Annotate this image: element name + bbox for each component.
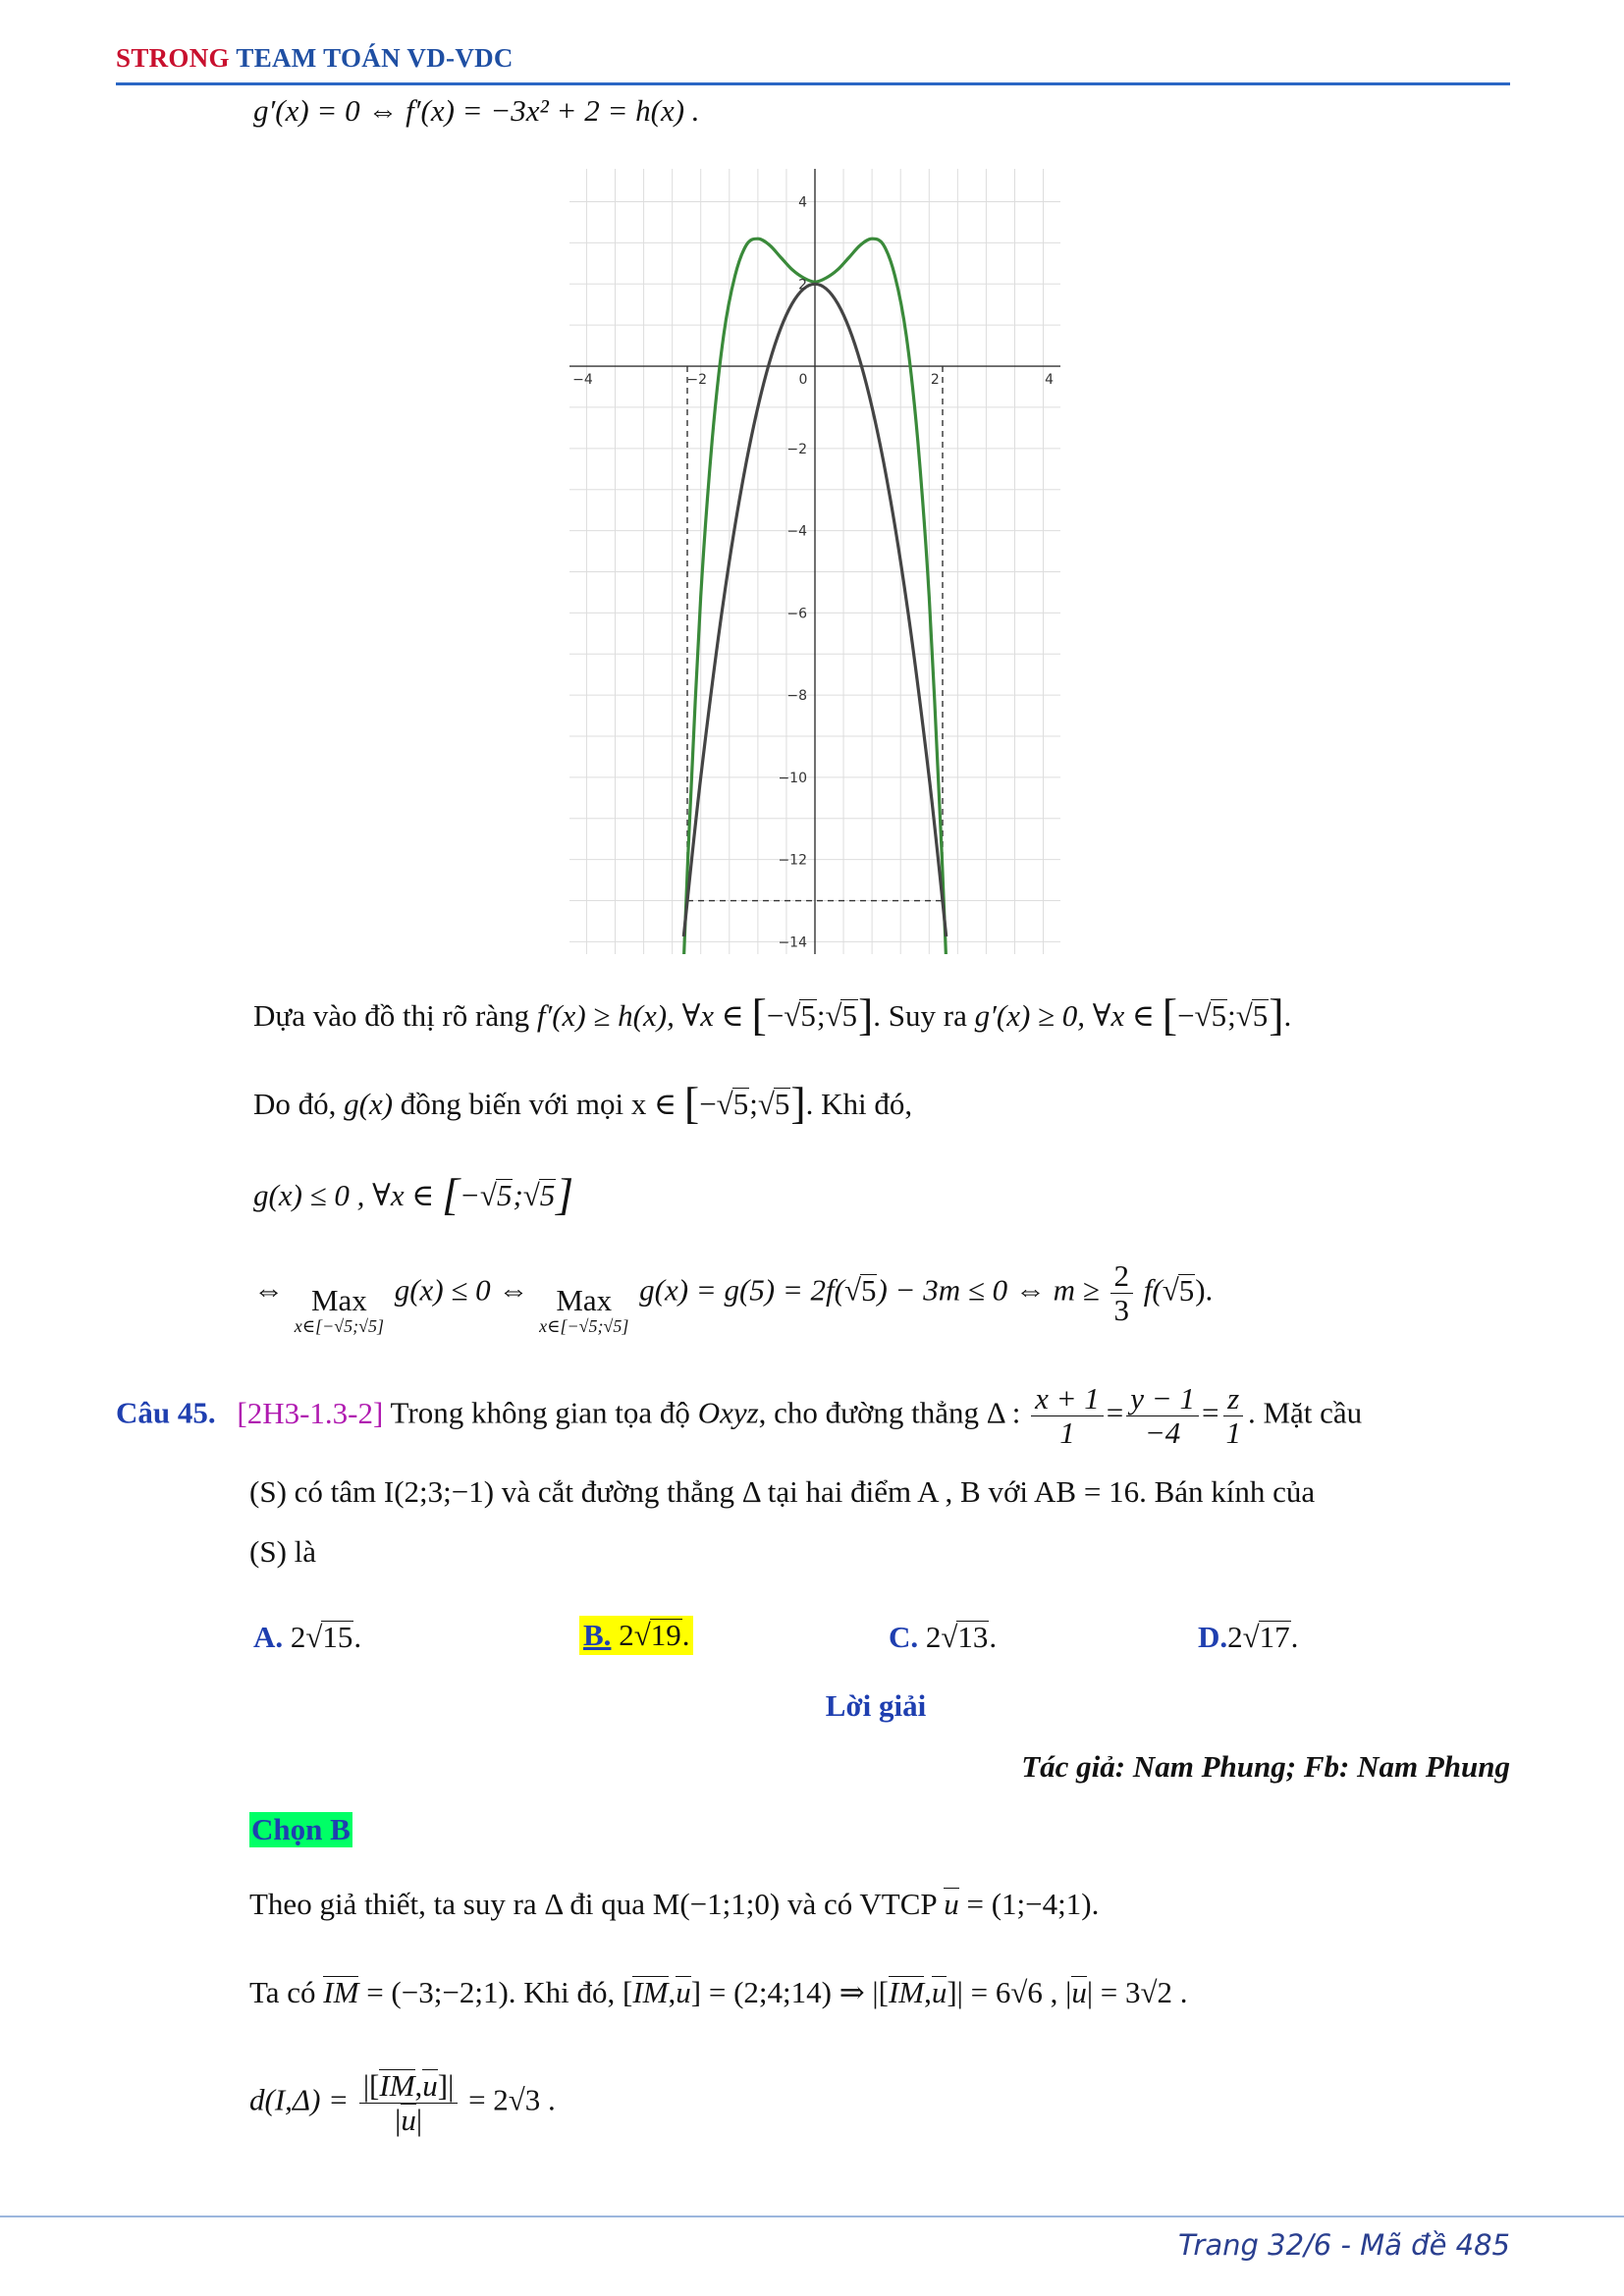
text-l1c: . Suy ra [873,998,975,1033]
x-tick-label: −2 [686,372,708,389]
text-line-4: ⇔ Max x∈[−√5;√5] g(x) ≤ 0 ⇔ Max x∈[−√5;√5] g(x) = g(5) = 2f(√5) − 3m ≤ 0 ⇔ m ≥ $\frac{2}{3}$ f(√5). [253,1258,1214,1336]
solution-line-1 [249,1887,1099,1922]
y-tick-label: 2 [798,277,807,294]
solution-s2f: | = 3√2 . [1086,1975,1188,2009]
graph-axes [569,169,1060,954]
semicolon: ; [1227,998,1236,1033]
sqrt5: 5 [1252,998,1269,1033]
question-code: [2H3-1.3-2] [237,1395,384,1430]
max-subscript: x∈[−√5;√5] [539,1315,629,1336]
option-coef: 2 [1227,1620,1243,1654]
text-l2c: đồng biến với mọi x ∈ [393,1087,684,1121]
y-tick-label: −14 [778,934,807,951]
frac-y [1126,1382,1199,1450]
y-tick-label: −2 [786,441,807,457]
vector-u: u [931,1975,947,2009]
text-l4d: ) − 3m ≤ 0 ⇔ m ≥ [877,1272,1108,1308]
frac-num: y − 1 [1126,1382,1199,1416]
page-footer: Trang 32/6 - Mã đề 485 [1177,2228,1510,2262]
x-tick-label: −4 [572,372,593,389]
option-radicand: 19 [650,1618,681,1652]
text-l4b: g(x) ≤ 0 ⇔ [386,1272,537,1308]
question-oxyz: Oxyz [697,1395,759,1430]
text-line-1: Dựa vào đồ thị rõ ràng f′(x) ≥ h(x), ∀x ∈ [−√5;√5]. Suy ra g′(x) ≥ 0, ∀x ∈ [−√5;√5]. [253,989,1292,1040]
vector-u: u [422,2068,438,2103]
sqrt5: 5 [774,1087,790,1121]
max-operator-2 [539,1284,628,1337]
frac-den: 3 [1113,1293,1130,1328]
comma: , [414,2068,423,2103]
option-c[interactable]: C. 2√13. [889,1620,998,1654]
y-tick-label: −8 [786,688,807,705]
text-l1b: f′(x) ≥ h(x), ∀x ∈ [536,998,752,1033]
semicolon: ; [816,998,826,1033]
function-graph [569,169,1060,954]
question-45-line-3: (S) là [249,1534,317,1569]
text-l1a: Dựa vào đồ thị rõ ràng [253,998,537,1033]
frac-den: 1 [1059,1415,1075,1451]
fraction-2-3 [1110,1259,1134,1327]
minus: − [699,1087,717,1121]
graph-tick-labels [572,195,1054,951]
text-l1e: . [1283,998,1292,1033]
text-l4a: ⇔ [253,1272,292,1308]
sqrt5: 5 [860,1272,877,1308]
vector-im: IM [888,1975,925,2009]
frac-den: 1 [1225,1415,1241,1451]
option-d[interactable]: D.2√17. [1198,1620,1299,1654]
option-b[interactable]: B. 2√19. [579,1616,693,1655]
option-coef: 2 [925,1620,942,1654]
text-l4e: f( [1136,1272,1163,1308]
x-tick-label: 2 [930,372,940,389]
y-tick-label: −4 [786,523,807,540]
option-radicand: 15 [322,1620,353,1654]
option-label: B. [583,1618,612,1652]
y-tick-label: −10 [778,770,807,786]
option-end: . [353,1620,362,1654]
solution-s1b: = (1;−4;1). [958,1887,1100,1921]
sqrt5: 5 [841,998,857,1033]
chosen-answer: Chọn B [251,1812,351,1846]
text-l4c: g(x) = g(5) = 2f( [631,1272,844,1308]
comma: , [668,1975,677,2009]
semicolon: ; [513,1178,523,1212]
option-a[interactable]: A. 2√15. [253,1620,362,1654]
vector-im: IM [323,1975,359,2009]
max-word: Max [556,1282,613,1317]
sqrt5: 5 [1178,1272,1195,1308]
option-label: C. [889,1620,919,1654]
footer-rule [0,2216,1624,2217]
option-coef: 2 [290,1620,306,1654]
question-label: Câu 45. [116,1395,216,1430]
solution-distance [249,2069,556,2137]
distance-rhs: = 2√3 . [460,2082,556,2117]
y-tick-label: −12 [778,852,807,869]
question-45-line-2: (S) có tâm I(2;3;−1) và cắt đường thẳng Δ tại hai điểm A , B với AB = 16. Bán kính của [249,1474,1316,1509]
option-radicand: 17 [1259,1620,1290,1654]
solution-line-2 [249,1975,1188,2010]
solution-s1a: Theo giả thiết, ta suy ra Δ đi qua M(−1;1;0) và có VTCP [249,1887,945,1921]
sqrt5: 5 [732,1087,749,1121]
question-45-line-1: Câu 45. [2H3-1.3-2] Trong không gian tọa độ Oxyz, cho đường thẳng Δ : $\frac{x + 1}{1}$ = $\frac{y - 1}{-4}$ = $\frac{z}{1}$ . Mặt cầu [116,1381,1363,1451]
header-rule [116,82,1510,85]
vector-u: u [944,1887,959,1921]
max-subscript: x∈[−√5;√5] [294,1315,384,1336]
text-l2b: g(x) [344,1087,394,1121]
option-label: A. [253,1620,284,1654]
frac-z [1221,1382,1245,1450]
comma: , [924,1975,932,2009]
max-word: Max [310,1282,367,1317]
y-tick-label: −6 [786,606,807,622]
equation-g-prime: g′(x) = 0 ⇔ f′(x) = −3x² + 2 = h(x) . [253,93,700,128]
text-l3: g(x) ≤ 0 , ∀x ∈ [253,1178,443,1212]
minus: − [766,998,785,1033]
frac-den: −4 [1144,1415,1181,1451]
frac-num: 2 [1110,1259,1134,1294]
option-end: . [1290,1620,1299,1654]
vector-u: u [1071,1975,1087,2009]
text-l1d: g′(x) ≥ 0, ∀x ∈ [974,998,1163,1033]
option-end: . [989,1620,998,1654]
text-l2d: . Khi đó, [805,1087,913,1121]
option-end: . [681,1618,690,1652]
page-header [116,43,514,74]
question-text-3: . Mặt cầu [1247,1395,1363,1430]
minus: − [460,1178,480,1212]
vector-im: IM [379,2068,415,2103]
text-line-3: g(x) ≤ 0 , ∀x ∈ [−√5;√5] [253,1169,574,1219]
solution-author: Tác giả: Nam Phung; Fb: Nam Phung [1021,1749,1510,1784]
sqrt5: 5 [539,1178,556,1212]
solution-s2d: ] = (2;4;14) ⇒ |[ [690,1975,889,2009]
vector-u: u [401,2103,416,2138]
x-tick-label: 4 [1045,372,1055,389]
vector-im: IM [632,1975,669,2009]
text-l2a: Do đó, [253,1087,345,1121]
solution-title: Lời giải [825,1688,927,1723]
max-operator-1 [295,1284,384,1337]
distance-fraction: $\frac{|[IM,u]|}{|u|}$ [359,2069,458,2137]
question-text-1: Trong không gian tọa độ [383,1395,698,1430]
vector-u: u [676,1975,691,2009]
sqrt5: 5 [496,1178,513,1212]
option-radicand: 13 [957,1620,989,1654]
solution-s2a: Ta có [249,1975,324,2009]
y-tick-label: 4 [798,194,807,211]
solution-s2b: = (−3;−2;1). Khi đó, [ [358,1975,633,2009]
minus: − [1177,998,1195,1033]
sqrt5: 5 [800,998,816,1033]
option-label: D. [1198,1620,1228,1654]
frac-num: z [1223,1382,1243,1416]
x-tick-label: 0 [798,372,808,389]
text-l4f: ). [1195,1272,1214,1308]
header-team: TEAM TOÁN VD-VDC [236,43,514,73]
header-strong: STRONG [116,43,230,73]
sqrt5: 5 [1211,998,1227,1033]
solution-s2e: ]| = 6√6 , | [947,1975,1072,2009]
semicolon: ; [749,1087,758,1121]
frac-num: x + 1 [1031,1382,1104,1416]
option-coef: 2 [619,1618,634,1652]
distance-lhs: d(I,Δ) = [249,2082,356,2117]
question-text-2: , cho đường thẳng Δ : [758,1395,1021,1430]
text-line-2: Do đó, g(x) đồng biến với mọi x ∈ [−√5;√5]. Khi đó, [253,1078,913,1128]
frac-x [1031,1382,1104,1450]
